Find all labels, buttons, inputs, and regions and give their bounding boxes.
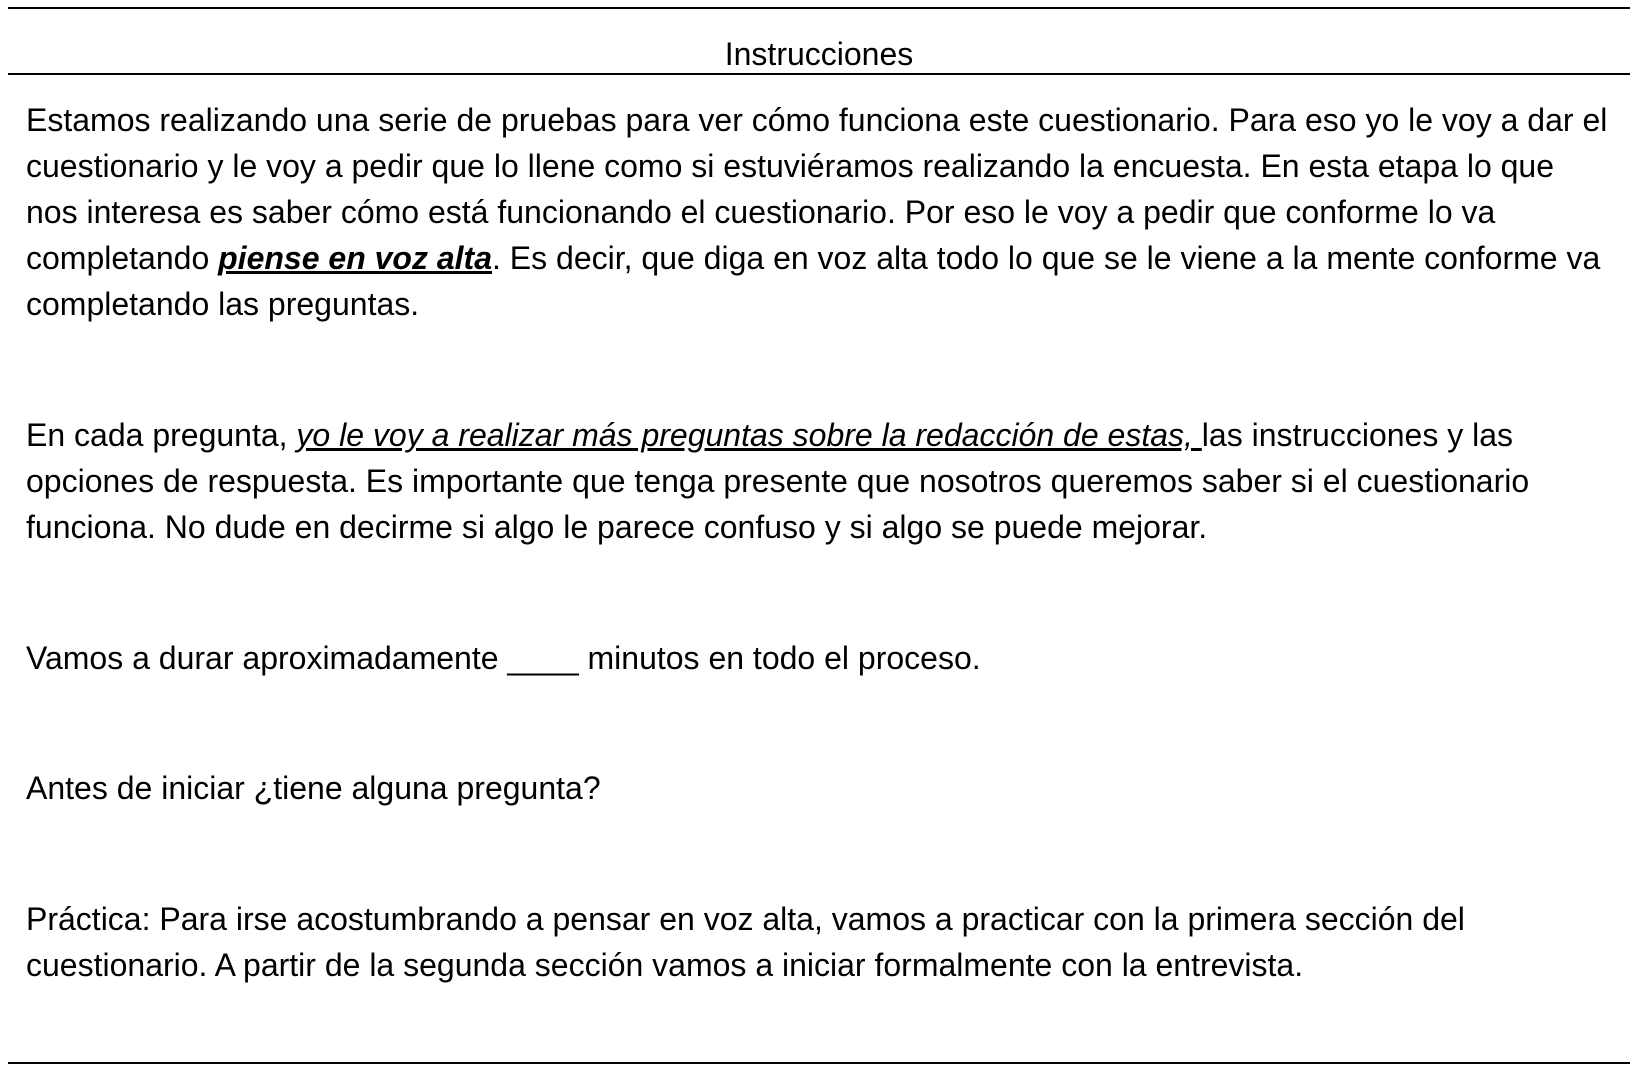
emphasis-followup: yo le voy a realizar más preguntas sobre la redacción de estas, <box>296 417 1202 453</box>
emphasis-think-aloud: piense en voz alta <box>218 240 492 276</box>
paragraph-text: . Es decir, que diga en voz alta todo lo que se le viene a la mente conforme va completando las preguntas. <box>26 240 1601 322</box>
paragraph-followup-questions <box>26 412 1612 550</box>
paragraph-text: Estamos realizando una serie de pruebas para ver cómo funciona este cuestionario. Para eso yo le voy a dar el cuestionario y le voy a pedir que lo llene como si estuviéramos realizando la encuesta. En esta etapa lo que nos interesa es saber cómo está funcionando el cuestionario. Por eso le voy a pedir que conforme lo va completando <box>26 102 1608 276</box>
paragraph-text: En cada pregunta, <box>26 417 297 453</box>
paragraph-think-aloud <box>26 97 1612 327</box>
paragraph-practice: Práctica: Para irse acostumbrando a pensar en voz alta, vamos a practicar con la primera sección del cuestionario. A partir de la segunda sección vamos a iniciar formalmente con la entrevista. <box>26 901 1465 983</box>
paragraph-duration: Vamos a durar aproximadamente ____ minutos en todo el proceso. <box>26 640 981 676</box>
paragraph-text: las instrucciones y las opciones de respuesta. Es importante que tenga presente que nosotros queremos saber si el cuestionario funciona. No dude en decirme si algo le parece confuso y si algo se puede mejorar. <box>26 417 1530 545</box>
paragraph-questions: Antes de iniciar ¿tiene alguna pregunta? <box>26 770 601 806</box>
instructions-body <box>8 97 1630 988</box>
instructions-document <box>8 7 1630 988</box>
bottom-rule <box>8 1062 1630 1064</box>
instructions-heading: Instrucciones <box>8 9 1630 75</box>
